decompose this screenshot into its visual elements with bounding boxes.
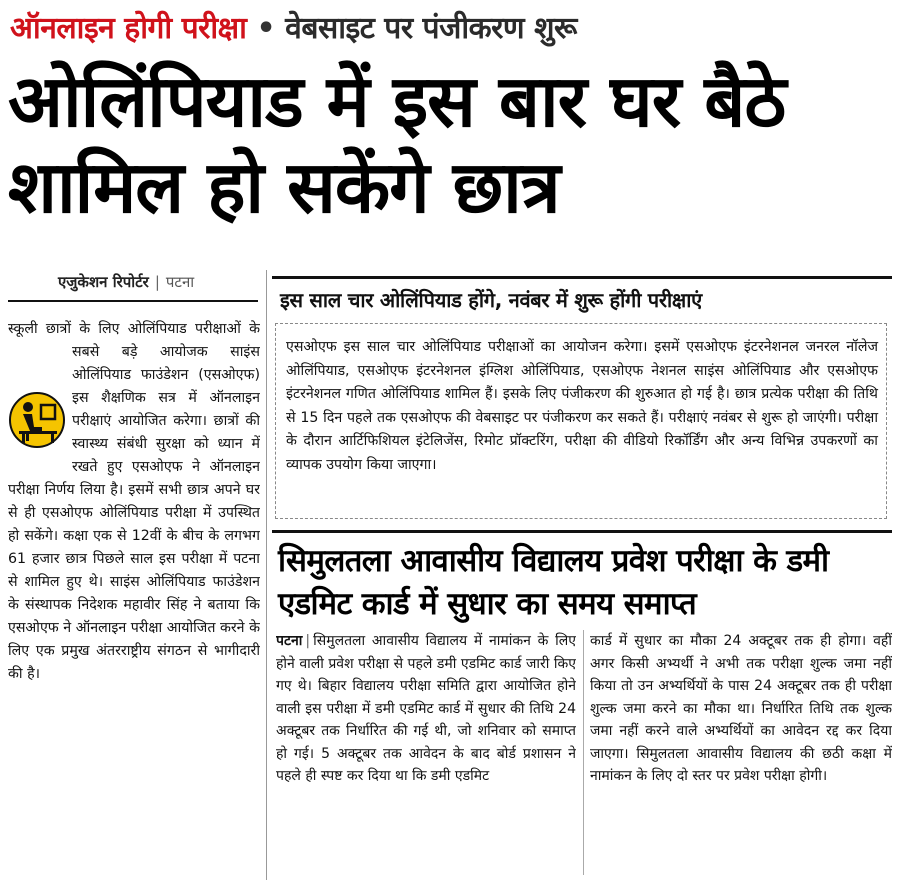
second-article-top-rule (272, 530, 892, 533)
second-article-column-1 (276, 630, 576, 878)
second-article-dateline: पटना (276, 633, 303, 649)
byline (58, 272, 194, 292)
byline-place: पटना (165, 273, 195, 291)
kicker-red-text: ऑनलाइन होगी परीक्षा (10, 11, 247, 46)
box-top-rule (272, 276, 892, 279)
column-divider (266, 270, 267, 880)
box-article-body: एसओएफ इस साल चार ओलिंपियाड परीक्षाओं का आयोजन करेगा। इसमें एसओएफ इंटरनेशनल जनरल नॉलेज ओलिंपियाड, एसओएफ इंटरनेशनल इंग्लिश ओलिंपियाड, एसओएफ नेशनल साइंस ओलिंपियाड और एसओएफ इंटरनेशनल गणित ओलिंपियाड शामिल हैं। इसके लिए पंजीकरण की शुरुआत हो गई है। छात्र प्रत्येक परीक्षा की तिथि से 15 दिन पहले तक एसओएफ की वेबसाइट पर पंजीकरण कर सकते हैं। परीक्षाएं नवंबर से शुरू हो जाएंगी। परीक्षा के दौरान आर्टिफिशियल इंटेलिजेंस, रिमोट प्रॉक्टरिंग, परीक्षा की वीडियो रिकॉर्डिंग और अन्य विभिन्न उपकरणों का व्यापक उपयोग किया जाएगा। (275, 323, 887, 519)
left-article-column (8, 318, 260, 878)
main-headline: ओलिंपियाड में इस बार घर बैठे शामिल हो सकेंगे छात्र (8, 59, 786, 229)
second-article-column-divider (583, 630, 584, 875)
kicker-line (10, 6, 905, 50)
left-article-body: साइंस ओलिंपियाड फाउंडेशन (एसओएफ) इस शैक्षणिक सत्र में ऑनलाइन परीक्षाएं आयोजित करेगा। छात्रों की स्वास्थ्य संबंधी सुरक्षा को ध्यान में रखते हुए एसओएफ ने ऑनलाइन परीक्षा निर्णय लिया है। इसमें सभी छात्र अपने घर से ही एसओएफ ओलिंपियाड परीक्षा में उपस्थित हो सकेंगे। कक्षा एक से 12वीं के बीच के लगभग 61 हजार छात्र पिछले साल इस परीक्षा में पटना से शामिल हुए थे। साइंस ओलिंपियाड फाउंडेशन के संस्थापक निदेशक महावीर सिंह ने बताया कि एसओएफ ने ऑनलाइन परीक्षा आयोजित करने के लिए एक प्रमुख अंतरराष्ट्रीय संगठन से भागीदारी की है। (8, 344, 260, 682)
byline-separator: | (154, 273, 160, 291)
box-subheading: इस साल चार ओलिंपियाड होंगे, नवंबर में शुरू होंगी परीक्षाएं (280, 288, 702, 312)
second-article-text-1: सिमुलतला आवासीय विद्यालय में नामांकन के लिए होने वाली प्रवेश परीक्षा से पहले डमी एडमिट कार्ड जारी किए गए थे। बिहार विद्यालय परीक्षा समिति द्वारा आयोजित होने वाली इस परीक्षा में डमी एडमिट कार्ड में सुधार की तिथि 24 अक्टूबर तक निर्धारित की गई थी, जो शनिवार को समाप्त हो गई। 5 अक्टूबर तक आवेदन के बाद बोर्ड प्रशासन ने पहले ही स्पष्ट कर दिया था कि डमी एडमिट (276, 633, 576, 784)
kicker-bullet: • (256, 11, 276, 46)
student-at-computer-icon (8, 387, 66, 457)
byline-reporter: एजुकेशन रिपोर्टर (58, 273, 149, 291)
kicker-dark-text: वेबसाइट पर पंजीकरण शुरू (285, 11, 577, 46)
dateline-separator: | (305, 633, 311, 649)
left-article-intro: स्कूली छात्रों के लिए ओलिंपियाड परीक्षाओं के सबसे बड़े आयोजक (8, 321, 260, 360)
byline-divider (8, 300, 258, 302)
second-article-headline: सिमुलतला आवासीय विद्यालय प्रवेश परीक्षा के डमी एडमिट कार्ड में सुधार का समय समाप्त (278, 543, 829, 622)
second-article-column-2: कार्ड में सुधार का मौका 24 अक्टूबर तक ही होगा। वहीं अगर किसी अभ्यर्थी ने अभी तक परीक्षा शुल्क जमा नहीं किया तो उन अभ्यर्थियों के पास 24 अक्टूबर तक ही परीक्षा शुल्क जमा करने का मौका था। निर्धारित तिथि तक शुल्क जमा नहीं करने वाले अभ्यर्थियों का आवेदन रद्द कर दिया जाएगा। सिमुलतला आवासीय विद्यालय की छठी कक्षा में नामांकन के लिए दो स्तर पर प्रवेश परीक्षा होगी। (590, 633, 892, 784)
